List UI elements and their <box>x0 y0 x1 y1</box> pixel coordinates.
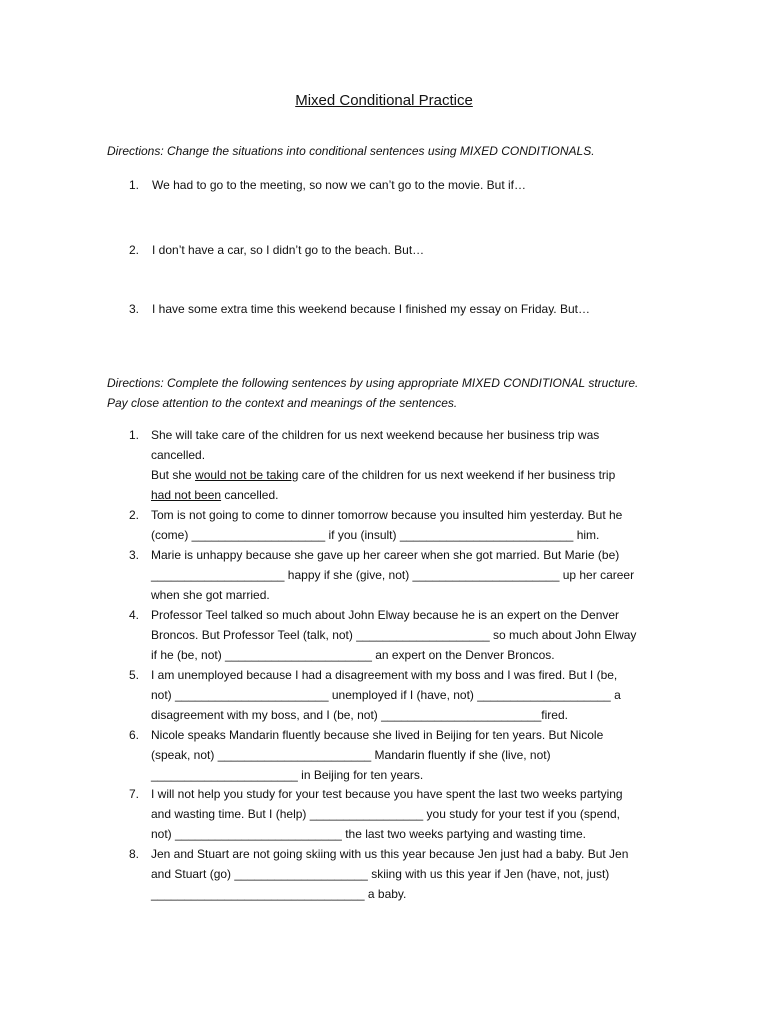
item-text: I don’t have a car, so I didn’t go to the beach. But… <box>152 243 425 257</box>
item-line: ____________________ happy if she (give, not) ______________________ up her career <box>151 568 635 582</box>
item-number: 2. <box>129 243 140 257</box>
item-line: (come) ____________________ if you (insult) __________________________ him. <box>151 528 600 542</box>
item-line: (speak, not) _______________________ Mandarin fluently if she (live, not) <box>151 748 551 762</box>
item-line: Broncos. But Professor Teel (talk, not) ____________________ so much about John Elway <box>151 628 637 642</box>
item-text <box>151 505 663 545</box>
item-text: I have some extra time this weekend because I finished my essay on Friday. But… <box>152 302 590 316</box>
example-line-2 <box>151 485 663 505</box>
item-line: Jen and Stuart are not going skiing with us this year because Jen just had a baby. But Jen <box>151 847 629 861</box>
item-line: when she got married. <box>151 588 270 602</box>
item-text <box>151 784 663 844</box>
item-number: 8. <box>129 847 140 861</box>
item-number: 7. <box>129 787 140 801</box>
directions-1: Directions: Change the situations into conditional sentences using MIXED CONDITIONALS. <box>107 144 595 158</box>
item-number: 5. <box>129 668 140 682</box>
item-number: 2. <box>129 508 140 522</box>
item-line: and Stuart (go) ____________________ skiing with us this year if Jen (have, not, just) <box>151 867 610 881</box>
page-title: Mixed Conditional Practice <box>295 92 473 109</box>
example-text: care of the children for us next weekend if her business trip <box>298 468 616 482</box>
item-number: 1. <box>129 178 140 192</box>
example-line-1 <box>151 465 663 485</box>
item-text <box>151 665 663 725</box>
item-number: 3. <box>129 302 140 316</box>
directions-2 <box>107 373 667 413</box>
example-answer-1: would not be taking <box>195 468 299 482</box>
item-text <box>151 725 663 785</box>
example-answer-2: had not been <box>151 488 222 502</box>
item-number: 1. <box>129 428 140 442</box>
item-line: I will not help you study for your test because you have spent the last two weeks partying <box>151 787 623 801</box>
example-text: cancelled. <box>221 488 279 502</box>
item-text <box>151 844 663 904</box>
item-text <box>151 425 663 505</box>
item-line: Nicole speaks Mandarin fluently because she lived in Beijing for ten years. But Nicole <box>151 728 604 742</box>
item-line: not) _________________________ the last two weeks partying and wasting time. <box>151 827 586 841</box>
item-number: 4. <box>129 608 140 622</box>
item-line: She will take care of the children for us next weekend because her business trip was <box>151 428 600 442</box>
item-line: Marie is unhappy because she gave up her career when she got married. But Marie (be) <box>151 548 620 562</box>
item-line: Tom is not going to come to dinner tomorrow because you insulted him yesterday. But he <box>151 508 623 522</box>
item-number: 6. <box>129 728 140 742</box>
item-line: if he (be, not) ______________________ an expert on the Denver Broncos. <box>151 648 555 662</box>
directions-2-line-1: Directions: Complete the following sentences by using appropriate MIXED CONDITIONAL structure. <box>107 376 639 390</box>
item-line: not) _______________________ unemployed if I (have, not) ____________________ a <box>151 688 621 702</box>
item-text <box>151 545 663 605</box>
item-text: We had to go to the meeting, so now we can’t go to the movie. But if… <box>152 178 526 192</box>
example-text: But she <box>151 468 196 482</box>
item-text <box>151 605 663 665</box>
item-line: and wasting time. But I (help) _________________ you study for your test if you (spend, <box>151 807 620 821</box>
item-line: I am unemployed because I had a disagreement with my boss and I was fired. But I (be, <box>151 668 618 682</box>
item-line: ______________________ in Beijing for ten years. <box>151 768 424 782</box>
item-line: disagreement with my boss, and I (be, not) ________________________fired. <box>151 708 568 722</box>
item-line: Professor Teel talked so much about John Elway because he is an expert on the Denver <box>151 608 620 622</box>
item-line: cancelled. <box>151 448 206 462</box>
item-line: ________________________________ a baby. <box>151 887 407 901</box>
directions-2-line-2: Pay close attention to the context and meanings of the sentences. <box>107 396 458 410</box>
item-number: 3. <box>129 548 140 562</box>
